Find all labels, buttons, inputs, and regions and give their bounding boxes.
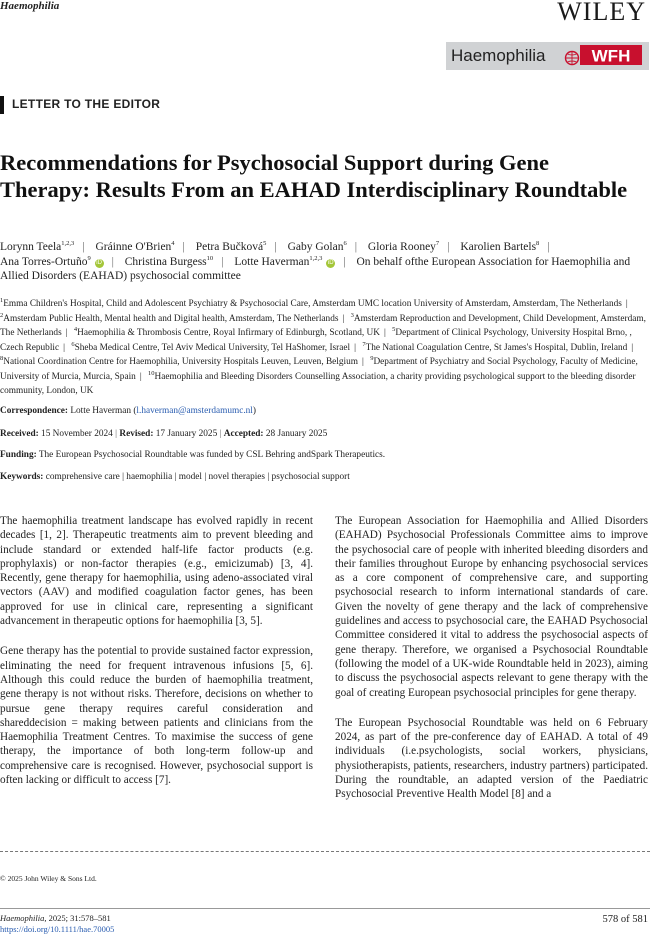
affiliation: $^4$Haemophilia & Thrombosis Centre, Royal Infirmary of Edinburgh, Scotland, UK <box>73 325 380 338</box>
banner-journal-name: Haemophilia <box>451 46 546 65</box>
journal-name: Haemophilia <box>0 0 60 12</box>
affiliation: $^1$Emma Children's Hospital, Child and Adolescent Psychiatry & Psychosocial Care, Amsterdam UMC location University of Amsterdam, Amsterdam, The Netherlands <box>0 296 622 309</box>
citation: Haemophilia, 2025; 31:578–581 https://doi.org/10.1111/hae.70005 <box>0 913 115 934</box>
publisher-logo: WILEY <box>557 0 646 26</box>
article-title: Recommendations for Psychosocial Support during Gene Therapy: Results From an EAHAD Interdisciplinary Roundtable <box>0 150 628 202</box>
affiliation: $^6$Sheba Medical Centre, Tel Aviv Medical University, Tel HaShomer, Israel <box>71 340 351 353</box>
author[interactable]: Christina Burgess$^{10}$ <box>124 254 214 268</box>
wfh-logo-icon <box>564 45 644 67</box>
affiliation: $^{10}$Haemophilia and Bleeding Disorders Counselling Association, a charity providing psychological support to the bleeding disorder community, London, UK <box>0 369 636 396</box>
wfh-logo-text: WFH <box>591 46 631 66</box>
doi-link[interactable]: https://doi.org/10.1111/hae.70005 <box>0 924 115 934</box>
affiliation: $^8$National Coordination Centre for Haemophilia, University Hospitals Leuven, Leuven, Belgium <box>0 354 359 367</box>
affiliations: $^1$Emma Children's Hospital, Child and Adolescent Psychiatry & Psychosocial Care, Amsterdam UMC location University of Amsterdam, Amsterdam, The Netherlands | $^2$Amsterdam Public Health, Mental health and Digital health, Amsterdam, The Netherlands | $^3$Amsterdam Reproduction and Development, Child Development, Amsterdam, The Netherlands | $^4$Haemophilia & Thrombosis Centre, Royal Infirmary of Edinburgh, Scotland, UK | $^5$Department of Clinical Psychology, University Hospital Brno, , Czech Republic | $^6$Sheba Medical Centre, Tel Aviv Medical University, Tel HaShomer, Israel | $^7$The National Coagulation Centre, St James's Hospital, Dublin, Ireland | $^8$National Coordination Centre for Haemophilia, University Hospitals Leuven, Leuven, Belgium | $^9$Department of Psychiatry and Social Psychology, Faculty of Medicine, University of Murcia, Murcia, Spain | $^{10}$Haemophilia and Bleeding Disorders Counselling Association, a charity providing psychological support to the bleeding disorder community, London, UK <box>0 296 646 396</box>
funding: Funding: The European Psychosocial Roundtable was funded by CSL Behring andSpark Therapeutics. <box>0 450 386 460</box>
footer-divider <box>0 908 650 909</box>
section-label: LETTER TO THE EDITOR <box>12 97 161 111</box>
author[interactable]: Petra Bučková$^5$ <box>195 240 267 253</box>
paragraph: The European Psychosocial Roundtable was held on 6 February 2024, as part of the pre-conference day of EAHAD. A total of 49 individuals (i.e.psychologists, social workers, physicians, physiotherapists, patients, researchers, industry partners) participated. During the roundtable, an adapted version of the Paediatric Psychosocial Preventive Health Model [8] and a <box>335 716 648 801</box>
section-marker <box>0 96 4 114</box>
affiliation: $^3$Amsterdam Reproduction and Development, Child Development, Amsterdam, The Netherlands <box>0 311 646 338</box>
affiliation: $^5$Department of Clinical Psychology, University Hospital Brno, , Czech Republic <box>0 325 632 353</box>
email-link[interactable]: l.haverman@amsterdamumc.nl <box>136 406 253 416</box>
author[interactable]: Gráinne O'Brien$^4$ <box>95 240 175 253</box>
affiliation: $^7$The National Coagulation Centre, St James's Hospital, Dublin, Ireland <box>362 340 628 353</box>
author[interactable]: Gaby Golan$^6$ <box>287 240 347 253</box>
journal-banner <box>446 42 649 70</box>
article-dates: Received: 15 November 2024 | Revised: 17 January 2025 | Accepted: 28 January 2025 <box>0 429 328 439</box>
footnote-divider <box>0 851 650 852</box>
orcid-icon[interactable]: iD <box>96 259 102 266</box>
author[interactable]: Lotte Haverman$^{1,2,3}$ iD <box>234 254 334 268</box>
paragraph: The haemophilia treatment landscape has evolved rapidly in recent decades [1, 2]. Therapeutic treatments aim to prevent bleeding and include standard or extended half-life factor products (e.g. prophylaxis) or non-factor therapies (e.g., emicizumab) [3, 4]. Recently, gene therapy for haemophilia, using adeno-associated viral vectors (AAV) and modified coagulation factor genes, has been approved for use in clinical care, representing a significant advancement in therapeutic options for haemophilia [3, 5]. <box>0 515 313 628</box>
author[interactable]: Karolien Bartels$^8$ <box>460 240 540 253</box>
author-list: Lorynn Teela$^{1,2,3}$ | Gráinne O'Brien$^4$ | Petra Bučková$^5$ | Gaby Golan$^6$ | Gloria Rooney$^7$ | Karolien Bartels$^8$ | Ana Torres-Ortuño$^9$ iD | Christina Burgess$^{10}$ | Lotte Haverman$^{1,2,3}$ iD | On behalf ofthe European Association for Haemophilia and Allied Disorders (EAHAD) psychosocial committee <box>0 240 631 283</box>
orcid-icon[interactable]: iD <box>327 259 334 266</box>
affiliation: $^9$Department of Psychiatry and Social Psychology, Faculty of Medicine, University of Murcia, Murcia, Spain <box>0 354 638 382</box>
copyright: © 2025 John Wiley & Sons Ltd. <box>0 874 97 883</box>
body-column-right <box>335 514 648 818</box>
keywords: Keywords: comprehensive care | haemophilia | model | novel therapies | psychosocial support <box>0 472 350 482</box>
affiliation: $^2$Amsterdam Public Health, Mental health and Digital health, Amsterdam, The Netherlands <box>0 311 339 324</box>
author-group: On behalf ofthe European Association for Haemophilia and Allied Disorders (EAHAD) psychosocial committee <box>0 255 631 283</box>
paragraph: Gene therapy has the potential to provide sustained factor expression, eliminating the need for frequent intravenous infusions [5, 6]. Although this could reduce the burden of haemophilia treatment, gene therapy is not without risks. Therefore, decisions on whether to pursue gene therapy requires careful consideration and shareddecision = making between patients and clinicians from the Haemophilia Treatment Centres. To maximise the success of gene therapy, the importance of both long-term follow-up and comprehensive care is recognised. However, psychosocial support is often lacking or difficult to access [7]. <box>0 645 313 787</box>
author[interactable]: Ana Torres-Ortuño$^9$ iD <box>0 254 102 268</box>
author[interactable]: Lorynn Teela$^{1,2,3}$ <box>0 240 75 253</box>
correspondence: Correspondence: Lotte Haverman (l.haverman@amsterdamumc.nl) <box>0 406 257 416</box>
author[interactable]: Gloria Rooney$^7$ <box>367 240 440 253</box>
page-number: 578 of 581 <box>602 914 648 925</box>
body-column-left <box>0 514 313 803</box>
paragraph: The European Association for Haemophilia and Allied Disorders (EAHAD) Psychosocial Professionals Committee aims to improve the psychosocial care of people with inherited bleeding disorders and their families throughout Europe by enhancing psychosocial services as a core component of comprehensive care, and supporting psychosocial research to inform international standards of care. Given the novelty of gene therapy and the lack of comprehensive guidelines and access to psychosocial care, the EAHAD Psychosocial Committee considered it vital to address the psychosocial aspects of gene therapy. Therefore, we organised a Psychosocial Roundtable (following the model of a UK-wide Roundtable held in 2023), aiming to discuss the psychosocial aspects relevant to gene therapy with the goal of creating European psychosocial principles for gene therapy. <box>335 515 648 699</box>
